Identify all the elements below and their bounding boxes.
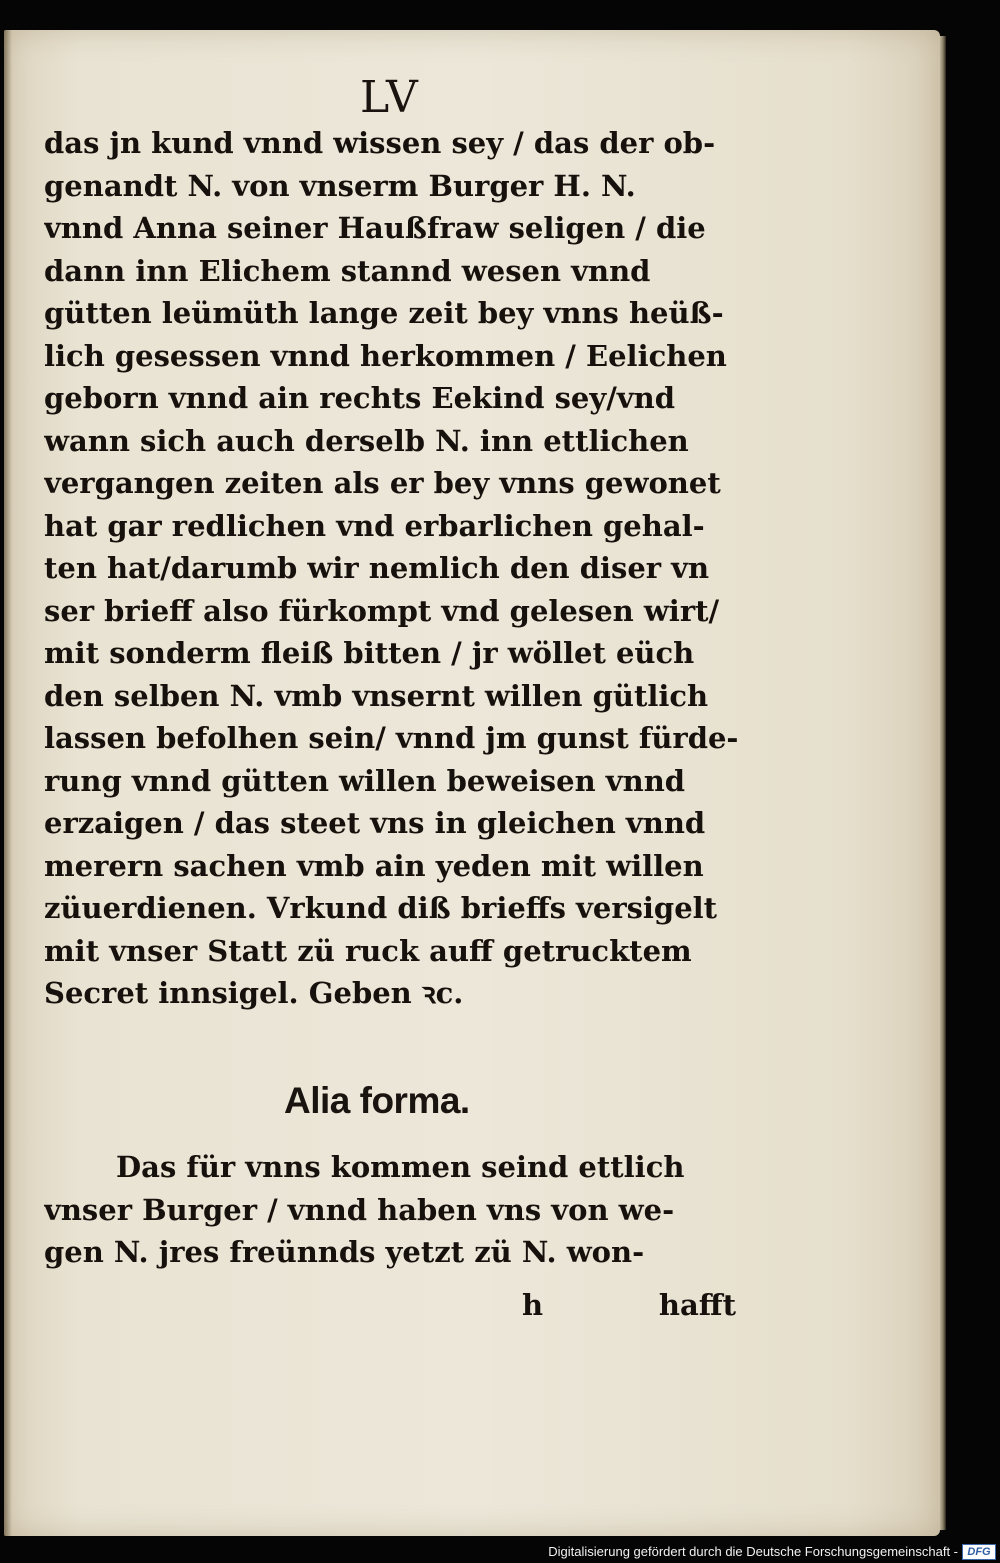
body-text-2 [44, 1146, 742, 1274]
text-line: den selben N. vmb vnsernt willen gütlich [44, 678, 709, 713]
text-line: geborn vnnd ain rechts Eekind sey/vnd [44, 381, 676, 415]
text-line: vergangen zeiten als er bey vnns gewonet [44, 466, 721, 500]
text-line: rung vnnd gütten willen beweisen vnnd [44, 763, 686, 798]
text-line: Das für vnns kommen seind ettlich [116, 1150, 685, 1184]
text-line: ser brieff also fürkompt vnd gelesen wirt/ [44, 593, 720, 628]
text-line: lich gesessen vnnd herkommen / Eelichen [44, 338, 727, 373]
gutter-shadow [4, 30, 12, 1536]
body-text [44, 122, 742, 1015]
text-line: gütten leümüth lange zeit bey vnns heüß- [44, 296, 724, 330]
section-heading: Alia forma. [284, 1080, 470, 1121]
text-line: mit vnser Statt zü ruck auff getrucktem [44, 933, 692, 968]
text-line: erzaigen / das steet vns in gleichen vnnd [44, 806, 706, 840]
funding-credit: Digitalisierung gefördert durch die Deutsche Forschungsgemeinschaft - [548, 1544, 958, 1559]
text-line: ten hat/darumb wir nemlich den diser vn [44, 551, 710, 585]
text-line: gen N. jres freünnds yetzt zü N. won- [44, 1235, 645, 1269]
text-line: hat gar redlichen vnd erbarlichen gehal- [44, 508, 705, 543]
text-line: merern sachen vmb ain yeden mit willen [44, 848, 704, 883]
text-line: mit sonderm fleiß bitten / jr wöllet eüch [44, 636, 695, 670]
dfg-logo: DFG [962, 1544, 996, 1560]
text-line: das jn kund vnnd wissen sey / das der ob- [44, 126, 716, 160]
text-line: genandt N. von vnserm Burger H. N. [44, 168, 636, 203]
page-foot [44, 1288, 742, 1334]
text-line: dann inn Elichem stannd wesen vnnd [44, 253, 651, 288]
folio-number: LV [360, 72, 420, 123]
text-line: Secret innsigel. Geben ꝛc. [44, 976, 464, 1010]
catchword: hafft [658, 1288, 736, 1322]
signature-mark: h [522, 1288, 544, 1322]
text-line: lassen befolhen sein/ vnnd jm gunst fürde- [44, 721, 739, 755]
text-line: züuerdienen. Vrkund diß brieffs versigelt [44, 891, 718, 925]
text-line: vnnd Anna seiner Haußfraw seligen / die [44, 211, 706, 245]
page-edge [940, 36, 946, 1530]
text-line: wann sich auch derselb N. inn ettlichen [44, 423, 689, 458]
text-line: vnser Burger / vnnd haben vns von we- [44, 1192, 675, 1227]
